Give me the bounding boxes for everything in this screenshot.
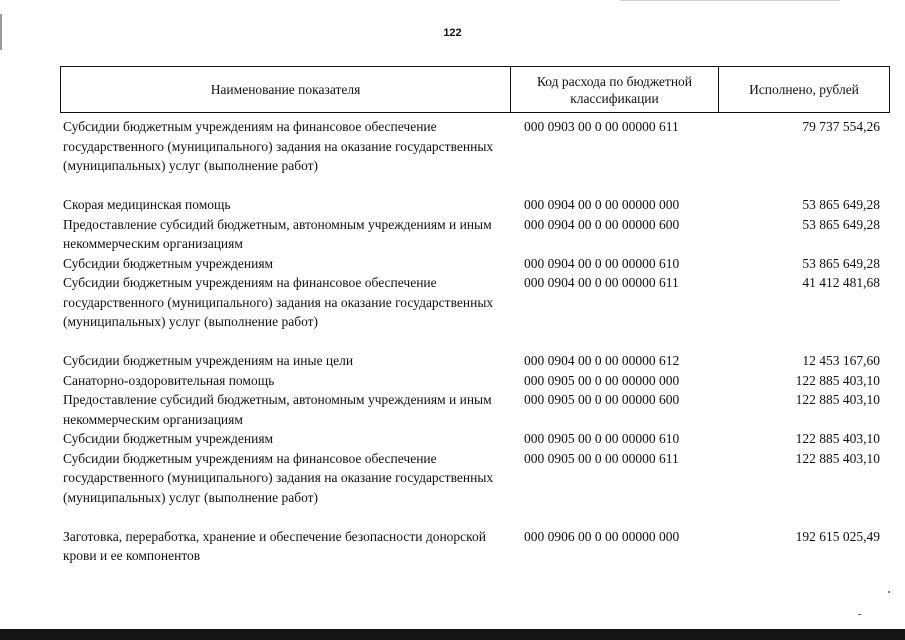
row-name: Скорая медицинская помощь bbox=[63, 197, 231, 212]
header-amount: Исполнено, рублей bbox=[749, 82, 859, 97]
row-name: Субсидии бюджетным учреждениям на финансовое обеспечение государственного (муниципального) задания на оказание государственных (муниципальных) услуг (выполнение работ) bbox=[63, 275, 494, 329]
table-row bbox=[63, 273, 883, 332]
row-amount: 41 412 481,68 bbox=[802, 275, 880, 290]
table-row bbox=[63, 195, 883, 215]
row-name: Субсидии бюджетным учреждениям на финансовое обеспечение государственного (муниципального) задания на оказание государственных (муниципальных) услуг (выполнение работ) bbox=[63, 119, 494, 173]
row-name: Субсидии бюджетным учреждениям bbox=[63, 431, 274, 446]
row-name: Заготовка, переработка, хранение и обеспечение безопасности донорской крови и ее компонентов bbox=[63, 528, 487, 563]
table-row bbox=[63, 117, 883, 176]
page-number: 122 bbox=[443, 27, 462, 39]
table-row bbox=[63, 527, 883, 566]
table-row bbox=[63, 351, 883, 371]
table-body bbox=[63, 117, 883, 566]
row-amount: 12 453 167,60 bbox=[802, 353, 880, 368]
row-name: Предоставление субсидий бюджетным, автономным учреждениям и иным некоммерческим организациям bbox=[63, 216, 492, 251]
row-name: Санаторно-оздоровительная помощь bbox=[63, 372, 275, 388]
row-code: 000 0905 00 0 00 00000 610 bbox=[524, 431, 680, 446]
scan-speck bbox=[888, 591, 890, 593]
row-name: Субсидии бюджетным учреждениям на иные цели bbox=[63, 353, 354, 368]
row-amount: 122 885 403,10 bbox=[795, 431, 880, 446]
row-amount: 122 885 403,10 bbox=[795, 372, 880, 388]
table-header bbox=[60, 66, 890, 113]
table-row bbox=[63, 215, 883, 254]
scan-speck bbox=[858, 614, 861, 615]
row-code: 000 0906 00 0 00 00000 000 bbox=[524, 528, 680, 544]
row-amount: 53 865 649,28 bbox=[802, 255, 880, 271]
table-row bbox=[63, 449, 883, 508]
row-code: 000 0904 00 0 00 00000 611 bbox=[524, 275, 679, 290]
row-code: 000 0904 00 0 00 00000 610 bbox=[524, 255, 680, 271]
row-code: 000 0905 00 0 00 00000 600 bbox=[524, 392, 680, 407]
scan-edge-mark bbox=[620, 0, 840, 1]
row-name: Субсидии бюджетным учреждениям bbox=[63, 255, 274, 271]
header-name: Наименование показателя bbox=[61, 67, 511, 112]
row-code: 000 0904 00 0 00 00000 000 bbox=[524, 197, 680, 212]
row-code: 000 0905 00 0 00 00000 000 bbox=[524, 372, 680, 388]
row-amount: 122 885 403,10 bbox=[795, 450, 880, 466]
row-code: 000 0904 00 0 00 00000 612 bbox=[524, 353, 680, 368]
row-amount: 53 865 649,28 bbox=[802, 197, 880, 212]
table-row bbox=[63, 390, 883, 429]
table-row bbox=[63, 371, 883, 391]
row-amount: 53 865 649,28 bbox=[802, 216, 880, 232]
row-name: Субсидии бюджетным учреждениям на финансовое обеспечение государственного (муниципального) задания на оказание государственных (муниципальных) услуг (выполнение работ) bbox=[63, 450, 494, 505]
row-code: 000 0903 00 0 00 00000 611 bbox=[524, 119, 679, 134]
row-amount: 122 885 403,10 bbox=[795, 392, 880, 407]
row-amount: 79 737 554,26 bbox=[802, 119, 880, 134]
table-row bbox=[63, 429, 883, 449]
row-code: 000 0905 00 0 00 00000 611 bbox=[524, 450, 679, 466]
table-row bbox=[63, 254, 883, 274]
row-name: Предоставление субсидий бюджетным, автономным учреждениям и иным некоммерческим организациям bbox=[63, 392, 492, 427]
scan-bottom-edge bbox=[0, 629, 905, 640]
header-code: Код расхода по бюджетной классификации bbox=[511, 67, 719, 112]
row-amount: 192 615 025,49 bbox=[795, 528, 880, 544]
row-code: 000 0904 00 0 00 00000 600 bbox=[524, 216, 680, 232]
